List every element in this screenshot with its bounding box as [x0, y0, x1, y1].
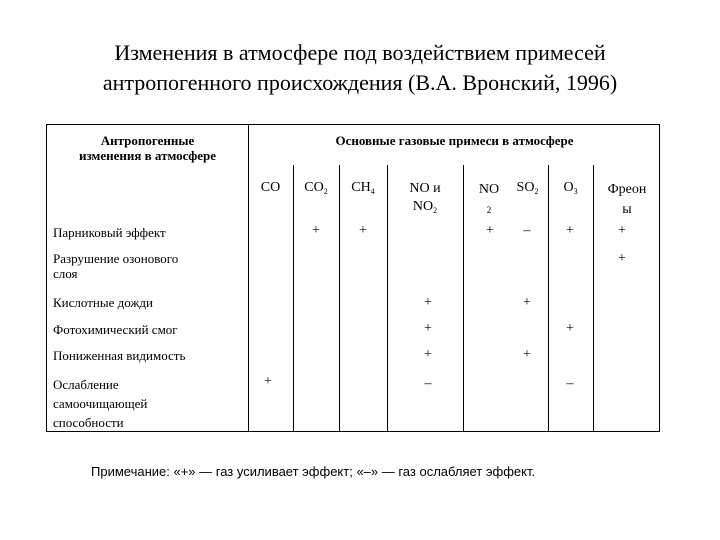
- column-divider: [548, 165, 549, 431]
- table-note: Примечание: «+» — газ усиливает эффект; «–» — газ ослабляет эффект.: [91, 464, 536, 479]
- group-header: Основные газовые примеси в атмосфере: [335, 133, 574, 148]
- gas-freons: Фреон ы: [607, 182, 647, 217]
- mark-self-cleaning-o3: –: [566, 376, 574, 391]
- gas-o3: $O_3$: [563, 180, 578, 196]
- mark-acid-rain-so2: +: [523, 295, 531, 310]
- mark-visibility-so2: +: [523, 347, 531, 362]
- column-divider: [463, 165, 464, 431]
- row-label-self-cleaning: Ослабление самоочищающей способности: [53, 377, 148, 430]
- column-divider: [248, 125, 249, 431]
- mark-ozone-freons: +: [618, 251, 626, 266]
- mark-greenhouse-o3: +: [566, 223, 574, 238]
- mark-greenhouse-ch4: +: [359, 223, 367, 238]
- mark-visibility-nox: +: [424, 347, 432, 362]
- row-label-ozone: Разрушение озонового слоя: [53, 251, 179, 281]
- column-divider: [339, 165, 340, 431]
- gas-co: CO: [260, 180, 281, 195]
- mark-smog-nox: +: [424, 321, 432, 336]
- row-label-greenhouse: Парниковый эффект: [53, 225, 166, 240]
- row-label-visibility: Пониженная видимость: [53, 348, 186, 363]
- mark-acid-rain-nox: +: [424, 295, 432, 310]
- mark-greenhouse-so2: –: [523, 223, 531, 238]
- mark-smog-o3: +: [566, 321, 574, 336]
- mark-greenhouse-co2: +: [312, 223, 320, 238]
- mark-self-cleaning-nox: –: [424, 376, 432, 391]
- column-divider: [293, 165, 294, 431]
- gas-nox: NO и $NO_2$: [409, 181, 441, 215]
- mark-self-cleaning-co: +: [264, 374, 272, 389]
- row-label-smog: Фотохимический смог: [53, 322, 178, 337]
- mark-greenhouse-freons: +: [618, 223, 626, 238]
- gas-co2: $CO_2$: [304, 180, 328, 196]
- gas-ch4: $CH_4$: [351, 180, 375, 196]
- impurities-table: [46, 124, 660, 432]
- gas-so2: $SO_2$: [516, 180, 539, 196]
- title-line-1: Изменения в атмосфере под воздействием примесей: [114, 40, 606, 65]
- row-label-acid-rain: Кислотные дожди: [53, 295, 153, 310]
- gas-no: NO 2: [478, 182, 500, 215]
- mark-greenhouse-no: +: [486, 223, 494, 238]
- slide-title: [0, 38, 720, 98]
- title-line-2: антропогенного происхождения (В.А. Вронский, 1996): [102, 70, 618, 95]
- row-header-title: Антропогенные изменения в атмосфере: [78, 133, 217, 163]
